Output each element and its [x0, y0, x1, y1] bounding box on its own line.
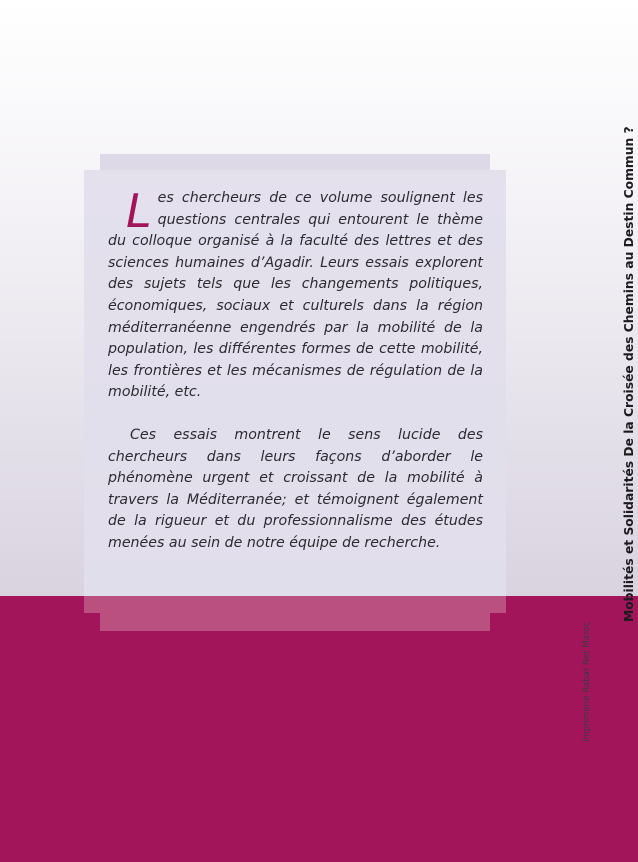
cover-background-bottom-band: [0, 596, 638, 862]
printer-credit: Imprimerie Rabat Net Maroc: [582, 621, 592, 742]
summary-text: [108, 184, 483, 555]
panel-overlap-band: [84, 596, 506, 613]
spine-book-title: Mobilités et Solidarités De la Croisée des Chemins au Destin Commun ?: [622, 126, 636, 622]
summary-paragraph-1: [108, 184, 483, 404]
paragraph-1-text: es chercheurs de ce volume soulignent les questions centrales qui entourent le thème du colloque organisé à la faculté des lettres et des sciences humaines d’Agadir. Leurs essais explorent des sujets tels que les changements politiques, économiques, sociaux et culturels dans la région méditerranéenne engendrés par la mobilité de la population, les différentes formes de cette mobilité, les frontières et les mécanismes de régulation de la mobilité, etc.: [108, 190, 483, 401]
panel-bottom-tab: [100, 613, 490, 631]
panel-top-tab: [100, 154, 490, 170]
drop-cap-letter: L: [126, 184, 152, 238]
summary-paragraph-2: Ces essais montrent le sens lucide des chercheurs dans leurs façons d’aborder le phénomène urgent et croissant de la mobilité à travers la Méditerranée; et témoignent également de la rigueur et du professionnalisme des études menées au sein de notre équipe de recherche.: [108, 426, 483, 551]
